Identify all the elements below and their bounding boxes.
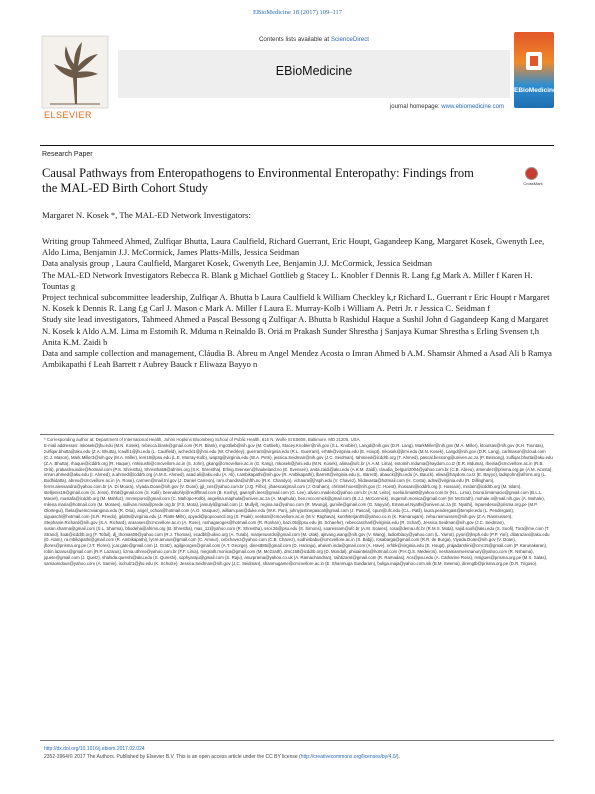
contents-line [118,36,510,43]
license-suffix: ). [396,754,400,760]
crossmark-icon [525,167,538,180]
investigator-groups [42,236,557,370]
journal-header [40,28,557,120]
publisher-name: ELSEVIER [44,110,93,120]
crossmark-badge[interactable] [515,167,553,187]
journal-masthead [118,28,510,116]
article-footer [44,745,554,761]
cover-logo-icon [526,52,542,70]
journal-name: EBioMedicine [275,64,353,78]
footnote-text: * Corresponding author at: Department of International Health, Johns Hopkins Bloomberg School of Public Health, 615 N. Wolfe St E5608, Baltimore, MD 21205, USA. [44,437,361,442]
license-line [44,753,554,761]
data-analysis-group: Data analysis group , Laura Caulfield, Margaret Kosek, Gwenyth Lee, Benjamin J.J. McCormick, Jessica Seidman [42,258,433,269]
footnote-rule [40,434,554,435]
network-investigators: The MAL-ED Network Investigators Rebecca R. Blank g Michael Gottlieb g Stacey L. Knobler f Dennis R. Lang f,g Mark A. Miller f Karen H. Tountas g [42,269,533,291]
cover-title: EBioMedicine [514,87,557,94]
doi-link[interactable]: http://dx.doi.org/10.1016/j.ebiom.2017.02.024 [44,746,145,752]
homepage-line [118,104,510,110]
corresponding-author-footnote [44,437,554,567]
crossmark-label: CrossMark [523,181,543,186]
homepage-link[interactable]: www.ebiomedicine.com [441,104,504,110]
header-rule [40,145,554,146]
contents-prefix: Contents lists available at [258,36,331,43]
writing-group: Writing group Tahmeed Ahmed, Zulfiqar Bhutta, Laura Caulfield, Richard Guerrant, Eric Houpt, Gagandeep Kang, Margaret Kosek, Gwenyth Lee, Aldo Lima, Benjamin J.J. McCormick, James Platts-Mills, Jessica Seidman [42,236,545,258]
technical-subcommittee: Project technical subcommittee leadership, Zulfiqar A. Bhutta b Laura Caulfield k William Checkley k,r Richard L. Guerrant r Eric Houpt r Margaret N. Kosek k Dennis R. Lang f,g Carl J. Mason c Mark A. Miller f Laura E. Murray-Kolb i William A. Petri Jr. r Jessica C. Seidman f [42,292,550,314]
homepage-prefix: journal homepage: [389,104,442,110]
site-lead-investigators: Study site lead investigators, Tahmeed Ahmed a Pascal Bessong q Zulfiqar A. Bhutta b Rashidul Haque a Sushil John d Gagandeep Kang d Margaret N. Kosek k Aldo A.M. Lima m Estomih R. Mduma n Reinaldo B. Oriá m Prakash Sunder Shrestha j Sanjaya Kumar Shrestha s Erling Svensen t,h Anita K.M. Zaidi b [42,314,549,347]
license-link[interactable]: http://creativecommons.org/licenses/by/4.0/ [300,754,397,760]
sciencedirect-link[interactable]: ScienceDirect [330,36,370,43]
elsevier-tree-logo [40,34,110,110]
author-line: Margaret N. Kosek *, The MAL-ED Network Investigators: [42,210,251,220]
article-type: Research Paper [42,151,93,158]
journal-cover[interactable] [514,32,557,108]
license-prefix: 2352-3964/© 2017 The Authors. Published by Elsevier B.V. This is an open access article under the CC BY license ( [44,754,301,760]
email-addresses[interactable]: E-mail addresses: mkosek@jhu.edu (M.N. Kosek), rebecca.blank@gmail.com (R.R. Blank), mgottlieb@nih.gov (M. Gottlieb), Stacey.Knobler@nih.gov (S.L. Knobler), Langd@nih.gov (D.R. Lang), MarkMiller@nih.gov (M.A. Miller), ktountas@nih.gov (K.H. Tountas), zulfiqar.bhutta@aku.edu (Z.A. Bhutta), lcaulfi1@jhu.edu (L. Caulfield), wcheckl1@jhmi.edu (W. Checkley), guerrant@virginia.edu (R.L. Guerrant), erh6k@virginia.edu (E. Houpt), mkosek@jhmi.edu (M.N. Kosek), Langd@nih.gov (D.R. Lang), carlmason@cloud.com (C.J. Mason), Mark.Miller3@nih.gov (M.A. Miller), lem18@psu.edu (L.E. Murray-Kolb), wap3g@virginia.edu (W.A. Petri), jessica.Seidman@nih.gov (J.C. Seidman), tahmeed@icddrb.org (T. Ahmed), pascal.bessong@univen.ac.za (P. Bessong), zulfiqar.bhutta@aku.edu (Z.A. Bhutta), rhaque@icddrb.org (R. Haque), rinkisushi@cmcvellore.ac.in (S. John), gkang@cmcvellore.ac.in (G. Kang), mkosek@jhmi.edu (M.N. Kosek), alima@ufc.br (A.A.M. Lima), estomih.mduma@haydom.co.tz (E.R. Mduma), rbeiria@cmcvellore.ac.in (R.B. Oriá), prakashsunder@hotmail.com (P.S. Shrestha), Shrestha59@afrims.org (S.K. Shrestha), Erling.Svensen@haukeland.no (E. Svensen), anita.zaidi@aku.edu (A.K.M. Zaidi), claudia_belguiri2004@yahoo.com.br (C.B. Abreu), amendez@prisma.org.pe (A.M. Acosta), imran.ahmed@aku.edu (I. Ahmed), a.ahmed@icddrb.org (A.M.S. Ahmed), asad.ali@aku.edu (A. Ali), r.ambikapathi@nih.gov (R. Ambikapathi), lbarrett@virginia.edu (L. Barrett), abauck@jhu.edu (A. Bauck), eliwa@haydom.co.tz (E. Bayyo), ladspohn@afrims.org (L. Bodhidatta), abreu@cmcvellore.ac.in (A. Rose), carmen@mail.tnl.gov (J. Daniel Carreon), ram.chandra@uhfth.no (R.K. Chandyo), vchaura@jhsph.edu (V. Chavez), hildavasta@hotmail.com (H. Costa), adrw@virginia.edu (R. Dillingham), ferrer.alessandra@yahoo.com.br (A. Di Moura), Viyada.Doan@nih.gov (V. Doan), jgl_ces@yahoo.com.br (J.Q. Filho), jihaescalgmail.com (J. Graham), christel.hoest@nih.gov (C. Hoest), ihossain@icddrb.org (I. Hossain), mislam@icddrb.org (M. Islam), stelljenis19@gmail.com (S. Jenis), thhd@gmail.com (S. Kalil), beenakohly@rediffmail.com (B. Koshy), gwenyth.lees@gmail.com (G. Lee), alvaro.madeiro@yahoo.com.br (A.M. Leite), noelia.lima80@yahoo.com.br (N.L. Lima), bruna.limamacie@gmail.com (B.L.L. Maciel), mustafa@icddrb.org (M. Mahfuz), mnmnpore@gmail.com (C. Mahopo-Kolb), angelina.maphula@univen.ac.za (A. Maphula), ben.mccormick@gmail.com (B.J.J. McCormick), mqantoh.monica@gmail.com (M. McGrath), mohale.n@mail.nih.gov (A. Mohale), milena.maria@hotmail.com (M. Moraes), sullivan.mota@prede.org.br (F.S. Mota), jamulyl@gmail.com (J. Mullyil), regina.na@yahoo.com (R. Mvungi), gurvile@gmail.com (G. Nayyar), Emanuel.Nyathi@univen.ac.za (E. Nyathi), mparedeso@prisma.org.pe (M.P. Olortegui), fbela@uemcnvianginia.edu (R. Oria), angel_ochoa@hotmail.com (A.O. Vasquez), william.pan@duke.edu (W.K. Pan), johnyjustinepascal@gmail.com (J. Pascal), cpun@ufc.edu (C.L. Patil), laura.pendergast@temple.edu (L. Pendergast), siguaschi@hotmail.com (S.R. Pinedo), jplatts@virginia.edu (J. Platts-Mills), spyadi@popcouncil.org (S. Psaki), venkatr@cmcvellore.ac.in (M.V. Raghava), kunthiterjan05@yahoo.co.in (K. Ramanujam), zeba.rasmussen@nih.gov (Z.A. Rasmussen), Stephanie.Richard@nih.gov (S.A. Richard), arasoses@cmcvellore.ac.in (A. Rose), roshagaroges@hotmail.com (R. Roshan), bazi.05@psu.edu (B. Schaefer), rebeccascharf@virginia.edu (R. Scharf), Jessica.Seidman@nih.gov (J.C. Seidman), susan.sharma@gmail.com (S.L. Sharma), bbodeha@afrims.org (B. Shrestha), mas_12@yahoo.com (R. Shrestha), ssoi.26@psu.edu (S. Simons), soaressam@ufc.br (A.M. Soares), rosa@dema.ufc.br (R.M.S. Mota), sajid.soofi@aku.edu (S. Soofi), Tora@me.com (T. Strand), ltoal@icddrb.org (F. Tofail), dj_thomas09@yahoo.com (R.J. Thomas), ecadbl@uikvo.org (A. Turab), manjeswords@gmail.com (M. Ulak), ajitvang.wang@nih.gov (V. Wang), ladiorblacy@yahoo.com (L. Yarrot), pyori@jhsph.edu (P.P. Yori), dilatrazani@aku.edu (D. Alam), ra.mbikapathi@gmail.com (R. Ambikapathi), lycre.amous@gmail.com (C. Amour), cebchavez@yahoo.com (C.B. Chavez), sodhinbabu@cmcvellore.ac.in (S. Babji), rosabarga@gmail.com (R.R. de Burga), Viyada.Doan@nih.gov (V. Doan), jflores@prisma.org.pe (J.T. Flores), jcar.gate@gmail.com (J. Gratz), agilgeorges@gmail.com (A.T. George), dines885@gmail.com (D. Hariraju), ahavsh.inda@gmail.com (A. Have), erhbk@virginia.edu (E. Houpt), prajadarshini@cmc15@gmail.com (P. Karunakaran), robin.lazarus@gmail.com (R.P. Lazarus), lizma.uthrvo@yahoo.com.br (F.F. Lima), megrath.monica@gmail.com (M. McGrath), dmc168@icddrb.org (D. Mondal), phiuaintela@hotmail.com (P.H.Q.S. Medeiros), neshamanrsersnanury@yahoo.com (R. Nshama), jquete@gmail.com (J. Quetz), shahida.qureshi@aku.edu (S. Qureshi), sophyaraju@gmail.com (S. Raju), anurprama@yahoo.co.uk (A. Ramachandran), raihtizamt@gmail.com (R. Ramadas), Acs@psu.edu (A. Catharine Ross), msigues@prisma.org.pe (M.S. Salas), samaonidous@yahoo.com (A. Samie), ischulz1@jhu.edu (K. Schulze), Jessica.Seidman@nih.gov (J.C. Seidman), shanmugame@cmcvellore.ac.in (E. Shanmuga Sundaram), buliga.maja@yahoo.com.sik (B.M. Swema), direngtb@prisma.org.pe (D.R. Trigoso). [44,442,553,567]
article-title: Causal Pathways from Enteropathogens to Environmental Enteropathy: Findings from the MAL-ED Birth Cohort Study [42,166,474,195]
data-collection-group: Data and sample collection and management, Cláudia B. Abreu m Angel Mendez Acosta o Imran Ahmed b A.M. Shamsir Ahmed a Asad Ali b Ramya Ambikapathi f Leah Barrett r Aubrey Bauck r Eliwaza Bayyo n [42,348,552,370]
journal-citation[interactable]: EBioMedicine 18 (2017) 109–117 [252,9,343,16]
footer-rule [40,740,554,741]
